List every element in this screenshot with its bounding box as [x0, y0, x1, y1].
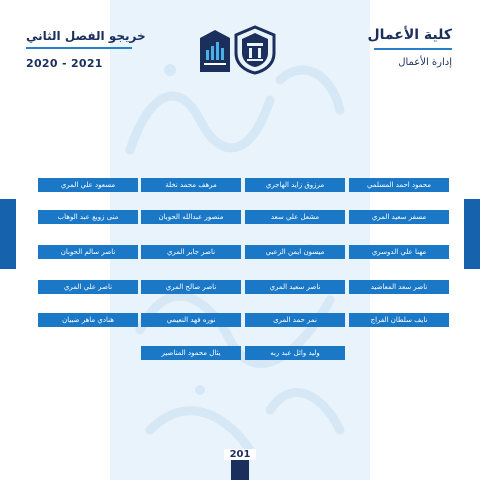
- left-side-tab: [0, 199, 16, 269]
- department-title: إدارة الأعمال: [398, 57, 452, 68]
- college-title: كلية الأعمال: [367, 27, 452, 43]
- college-underline: [374, 48, 452, 50]
- page-number: 201: [224, 449, 256, 460]
- graduate-name-chip: ناصر جابر المري: [141, 245, 241, 259]
- graduate-name-chip: ناصر سعد المعاضيد: [349, 280, 449, 294]
- graduate-name-chip: ناصر سعيد المري: [245, 280, 345, 294]
- right-side-tab: [464, 199, 480, 269]
- university-emblem-logo: [232, 25, 278, 75]
- graduate-name-chip: مهنا علي الدوسري: [349, 245, 449, 259]
- graduate-name-chip: ناصر علي المري: [38, 280, 138, 294]
- graduate-name-chip: نمر حمد المرى: [245, 313, 345, 327]
- graduate-name-chip: يثال محمود المناصير: [141, 346, 241, 360]
- graduate-name-chip: ناصر صالح المري: [141, 280, 241, 294]
- graduate-name-chip: هنادي ماهر ضبيان: [38, 313, 138, 327]
- graduate-name-chip: مسعود علي المري: [38, 178, 138, 192]
- graduate-name-chip: وليد وائل عبد ربه: [245, 346, 345, 360]
- business-faculty-logo: [200, 30, 230, 72]
- academic-year: 2020 - 2021: [26, 57, 103, 70]
- graduate-name-chip: نايف سلطان الفراج: [349, 313, 449, 327]
- graduate-name-chip: مرهف محمد نخلة: [141, 178, 241, 192]
- graduate-name-chip: منى زويع عبد الوهاب: [38, 210, 138, 224]
- graduate-name-chip: محمود احمد المسلمي: [349, 178, 449, 192]
- graduate-name-chip: مشعل علي سعد: [245, 210, 345, 224]
- graduate-name-chip: مسفر سعيد المري: [349, 210, 449, 224]
- graduate-name-chip: منصور عبدالله الحوبان: [141, 210, 241, 224]
- graduates-underline: [26, 47, 132, 49]
- graduate-name-chip: ميسون ايمن الزعبي: [245, 245, 345, 259]
- graduate-name-chip: ناصر سالم الحوبان: [38, 245, 138, 259]
- graduate-name-chip: مرزوق زايد الهاجري: [245, 178, 345, 192]
- graduate-name-chip: نوره فهد النعيمي: [141, 313, 241, 327]
- graduates-title: خريجو الفصل الثاني: [26, 29, 146, 43]
